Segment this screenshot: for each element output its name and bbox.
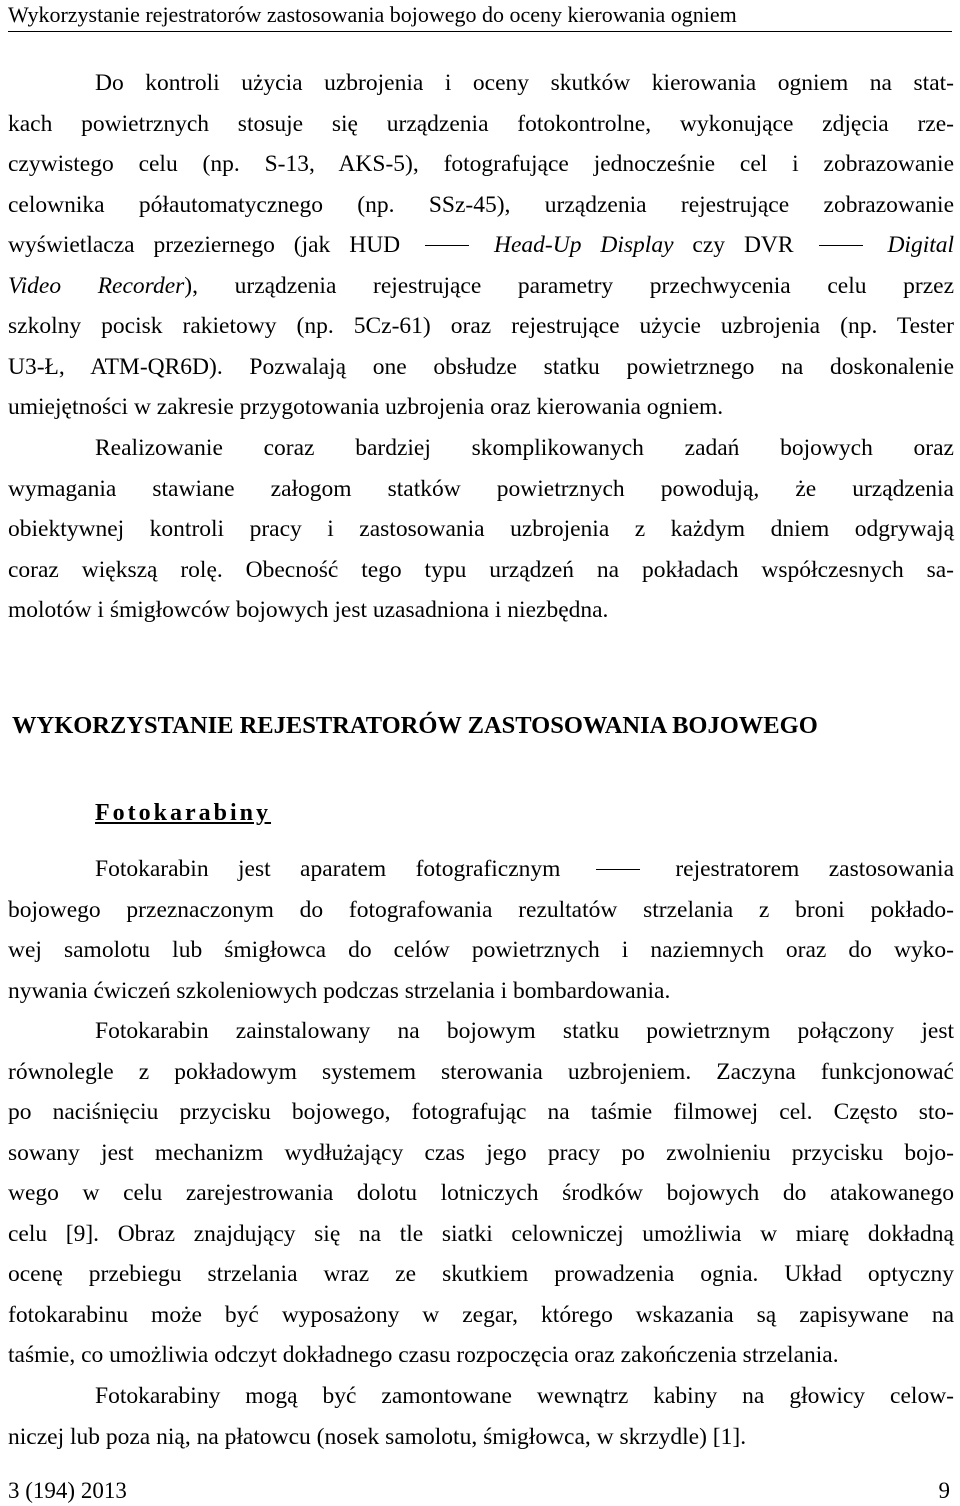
text-line: równolegle z pokładowym systemem sterowania uzbrojeniem. Zaczyna funkcjonować <box>8 1058 954 1085</box>
paragraph-5 <box>8 1376 954 1457</box>
text-line: szkolny pocisk rakietowy (np. 5Cz-61) oraz rejestrujące użycie uzbrojenia (np. Tester <box>8 313 954 339</box>
text-line: sowany jest mechanizm wydłużający czas jego pracy po zwolnieniu przycisku bojo- <box>8 1139 954 1166</box>
issue-number: 3 (194) 2013 <box>8 1478 127 1503</box>
text-line: obiektywnej kontroli pracy i zastosowania uzbrojenia z każdym dniem odgrywają <box>8 516 954 542</box>
running-head: Wykorzystanie rejestratorów zastosowania bojowego do oceny kierowania ogniem <box>8 0 952 32</box>
text-line <box>8 849 954 890</box>
text-line: celownika półautomatycznego (np. SSz-45), urządzenia rejestrujące zobrazowanie <box>8 191 954 218</box>
paragraph-3 <box>8 849 954 1011</box>
text-line: kach powietrznych stosuje się urządzenia fotokontrolne, wykonujące zdjęcia rze- <box>8 110 954 137</box>
text-line: Fotokarabin zainstalowany na bojowym statku powietrznym połączony jest <box>95 1018 954 1044</box>
text-line: taśmie, co umożliwia odczyt dokładnego czasu rozpoczęcia oraz zakończenia strzelania. <box>8 1342 839 1368</box>
text-line: ocenę przebiegu strzelania wraz ze skutkiem prowadzenia ognia. Układ optyczny <box>8 1261 954 1287</box>
page-number: 9 <box>938 1478 950 1503</box>
em-dash <box>596 869 640 870</box>
text-segment: Fotokarabin jest aparatem fotograficznym <box>95 856 561 882</box>
text-line: wego w celu zarejestrowania dolotu lotniczych środków bojowych do atakowanego <box>8 1180 954 1206</box>
text-line: bojowego przeznaczonym do fotografowania rezultatów strzelania z broni pokłado- <box>8 896 954 923</box>
text-line: celu [9]. Obraz znajdujący się na tle siatki celowniczej umożliwia w miarę dokładną <box>8 1220 954 1247</box>
text-line: molotów i śmigłowców bojowych jest uzasadniona i niezbędna. <box>8 597 609 623</box>
em-dash <box>425 245 469 246</box>
text-segment: rejestratorem zastosowania <box>675 856 955 882</box>
italic-term: Video Recorder <box>8 272 185 299</box>
text-line: po naciśnięciu przycisku bojowego, fotografując na taśmie filmowej cel. Często sto- <box>8 1099 954 1125</box>
paragraph-4 <box>8 1011 954 1376</box>
text-line: U3-Ł, ATM-QR6D). Pozwalają one obsłudze statku powietrznego na doskonalenie <box>8 353 954 380</box>
section-title: WYKORZYSTANIE REJESTRATORÓW ZASTOSOWANIA BOJOWEGO <box>12 712 818 739</box>
text-segment: ), urządzenia rejestrujące parametry przechwycenia celu przez <box>184 272 954 299</box>
text-line: nywania ćwiczeń szkoleniowych podczas strzelania i bombardowania. <box>8 977 671 1004</box>
text-line: wymagania stawiane załogom statków powietrznych powodują, że urządzenia <box>8 475 954 502</box>
paragraph-2 <box>8 428 954 631</box>
subsection-title: Fotokarabiny <box>95 800 272 826</box>
text-line: czywistego celu (np. S-13, AKS-5), fotografujące jednocześnie cel i zobrazowanie <box>8 151 954 177</box>
text-line: Do kontroli użycia uzbrojenia i oceny skutków kierowania ogniem na stat- <box>95 70 954 96</box>
paragraph-1 <box>8 63 954 428</box>
text-line: Fotokarabiny mogą być zamontowane wewnątrz kabiny na głowicy celow- <box>95 1383 954 1409</box>
text-line: umiejętności w zakresie przygotowania uzbrojenia oraz kierowania ogniem. <box>8 394 724 420</box>
text-segment: wyświetlacza przeziernego (jak HUD <box>8 232 401 258</box>
text-line <box>8 225 954 266</box>
text-segment: czy DVR <box>673 232 794 258</box>
text-line: Realizowanie coraz bardziej skomplikowanych zadań bojowych oraz <box>95 435 954 461</box>
text-line: niczej lub poza nią, na płatowcu (nosek samolotu, śmigłowca, w skrzydle) [1]. <box>8 1423 747 1450</box>
italic-term: Digital <box>887 232 955 258</box>
em-dash <box>819 245 863 246</box>
text-line: wej samolotu lub śmigłowca do celów powietrznych i naziemnych oraz do wyko- <box>8 937 954 963</box>
italic-term: Head-Up Display <box>494 232 674 258</box>
text-line <box>8 266 954 307</box>
text-line: fotokarabinu może być wyposażony w zegar, którego wskazania są zapisywane na <box>8 1301 954 1328</box>
text-line: coraz większą rolę. Obecność tego typu urządzeń na pokładach współczesnych sa- <box>8 556 954 583</box>
